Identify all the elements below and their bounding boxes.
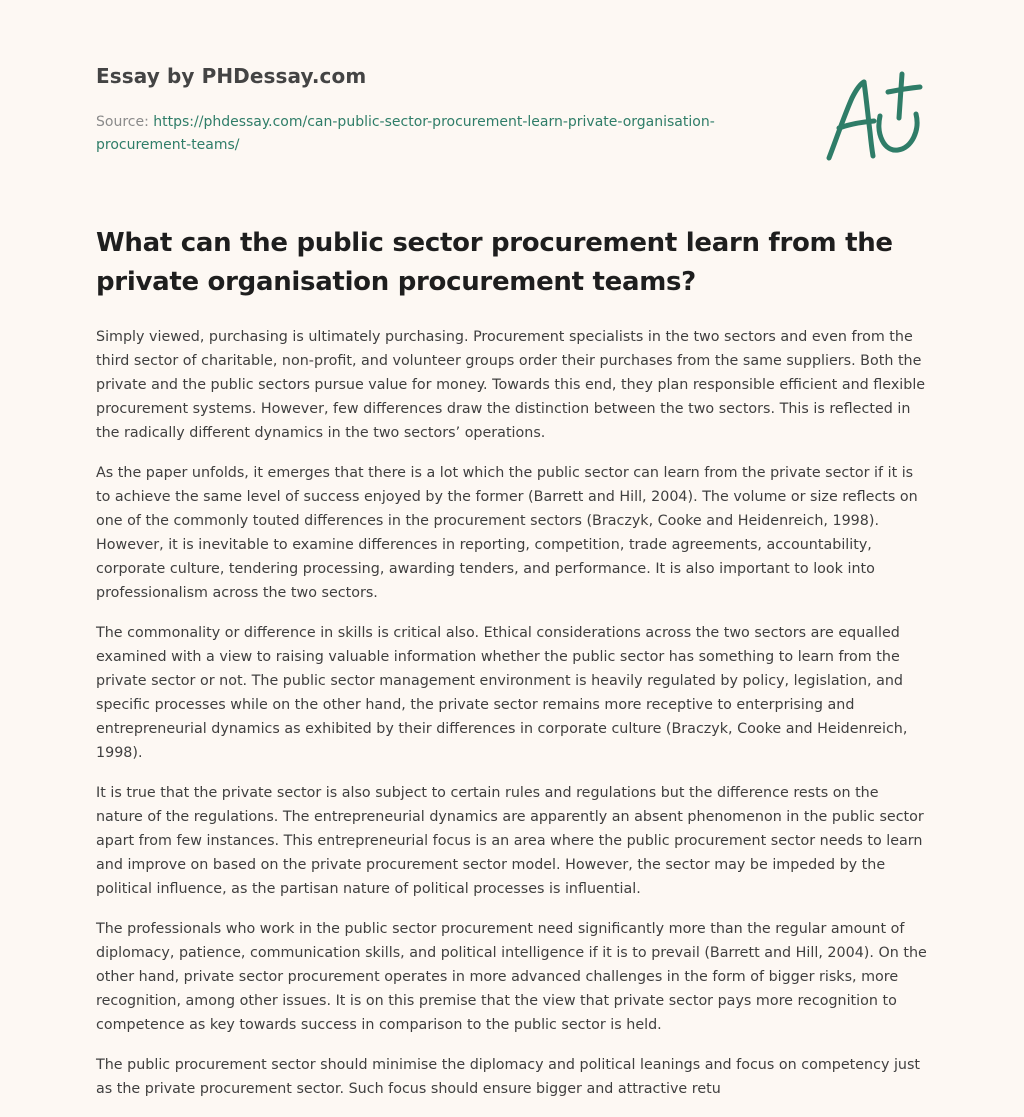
paragraph: It is true that the private sector is also subject to certain rules and regulations but the difference rests on the nature of the regulations. The entrepreneurial dynamics are apparently an absent phenomenon in the public sector apart from few instances. This entrepreneurial focus is an area where the public procurement sector needs to learn and improve on based on the private procurement sector model. However, the sector may be impeded by the political influence, as the partisan nature of political processes is influential. xyxy=(96,785,924,897)
essay-body xyxy=(96,325,928,1117)
paragraph: The commonality or difference in skills is critical also. Ethical considerations across the two sectors are equalled examined with a view to raising valuable information whether the public sector has something to learn from the private sector or not. The public sector management environment is heavily regulated by policy, legislation, and specific processes while on the other hand, the private sector remains more receptive to enterprising and entrepreneurial dynamics as exhibited by their differences in corporate culture (Braczyk, Cooke and Heidenreich, 1998). xyxy=(96,625,908,761)
site-brand: Essay by PHDessay.com xyxy=(96,64,367,88)
paragraph: As the paper unfolds, it emerges that there is a lot which the public sector can learn from the private sector if it is to achieve the same level of success enjoyed by the former (Barrett and Hill, 2004). The volume or size reflects on one of the commonly touted differences in the procurement sectors (Braczyk, Cooke and Heidenreich, 1998). However, it is inevitable to examine differences in reporting, competition, trade agreements, accountability, corporate culture, tendering processing, awarding tenders, and performance. It is also important to look into professionalism across the two sectors. xyxy=(96,465,918,601)
paragraph: Simply viewed, purchasing is ultimately purchasing. Procurement specialists in the two sectors and even from the third sector of charitable, non-profit, and volunteer groups order their purchases from the same suppliers. Both the private and the public sectors pursue value for money. Towards this end, they plan responsible efficient and flexible procurement systems. However, few differences draw the distinction between the two sectors. This is reflected in the radically different dynamics in the two sectors’ operations. xyxy=(96,329,926,441)
a-plus-grade-icon xyxy=(822,70,930,166)
essay-title: What can the public sector procurement learn from the private organisation procurement teams? xyxy=(96,228,893,297)
source-link[interactable]: https://phdessay.com/can-public-sector-procurement-learn-private-organisation-procurement-teams/ xyxy=(96,114,715,153)
source-label: Source: xyxy=(96,114,149,130)
source-line xyxy=(96,111,776,157)
paragraph: The professionals who work in the public sector procurement need significantly more than the regular amount of diplomacy, patience, communication skills, and political intelligence if it is to prevail (Barrett and Hill, 2004). On the other hand, private sector procurement operates in more advanced challenges in the form of bigger risks, more recognition, among other issues. It is on this premise that the view that private sector pays more recognition to competence as key towards success in comparison to the public sector is held. xyxy=(96,921,927,1033)
paragraph: The public procurement sector should minimise the diplomacy and political leanings and focus on competency just as the private procurement sector. Such focus should ensure bigger and attractive retu xyxy=(96,1057,921,1097)
